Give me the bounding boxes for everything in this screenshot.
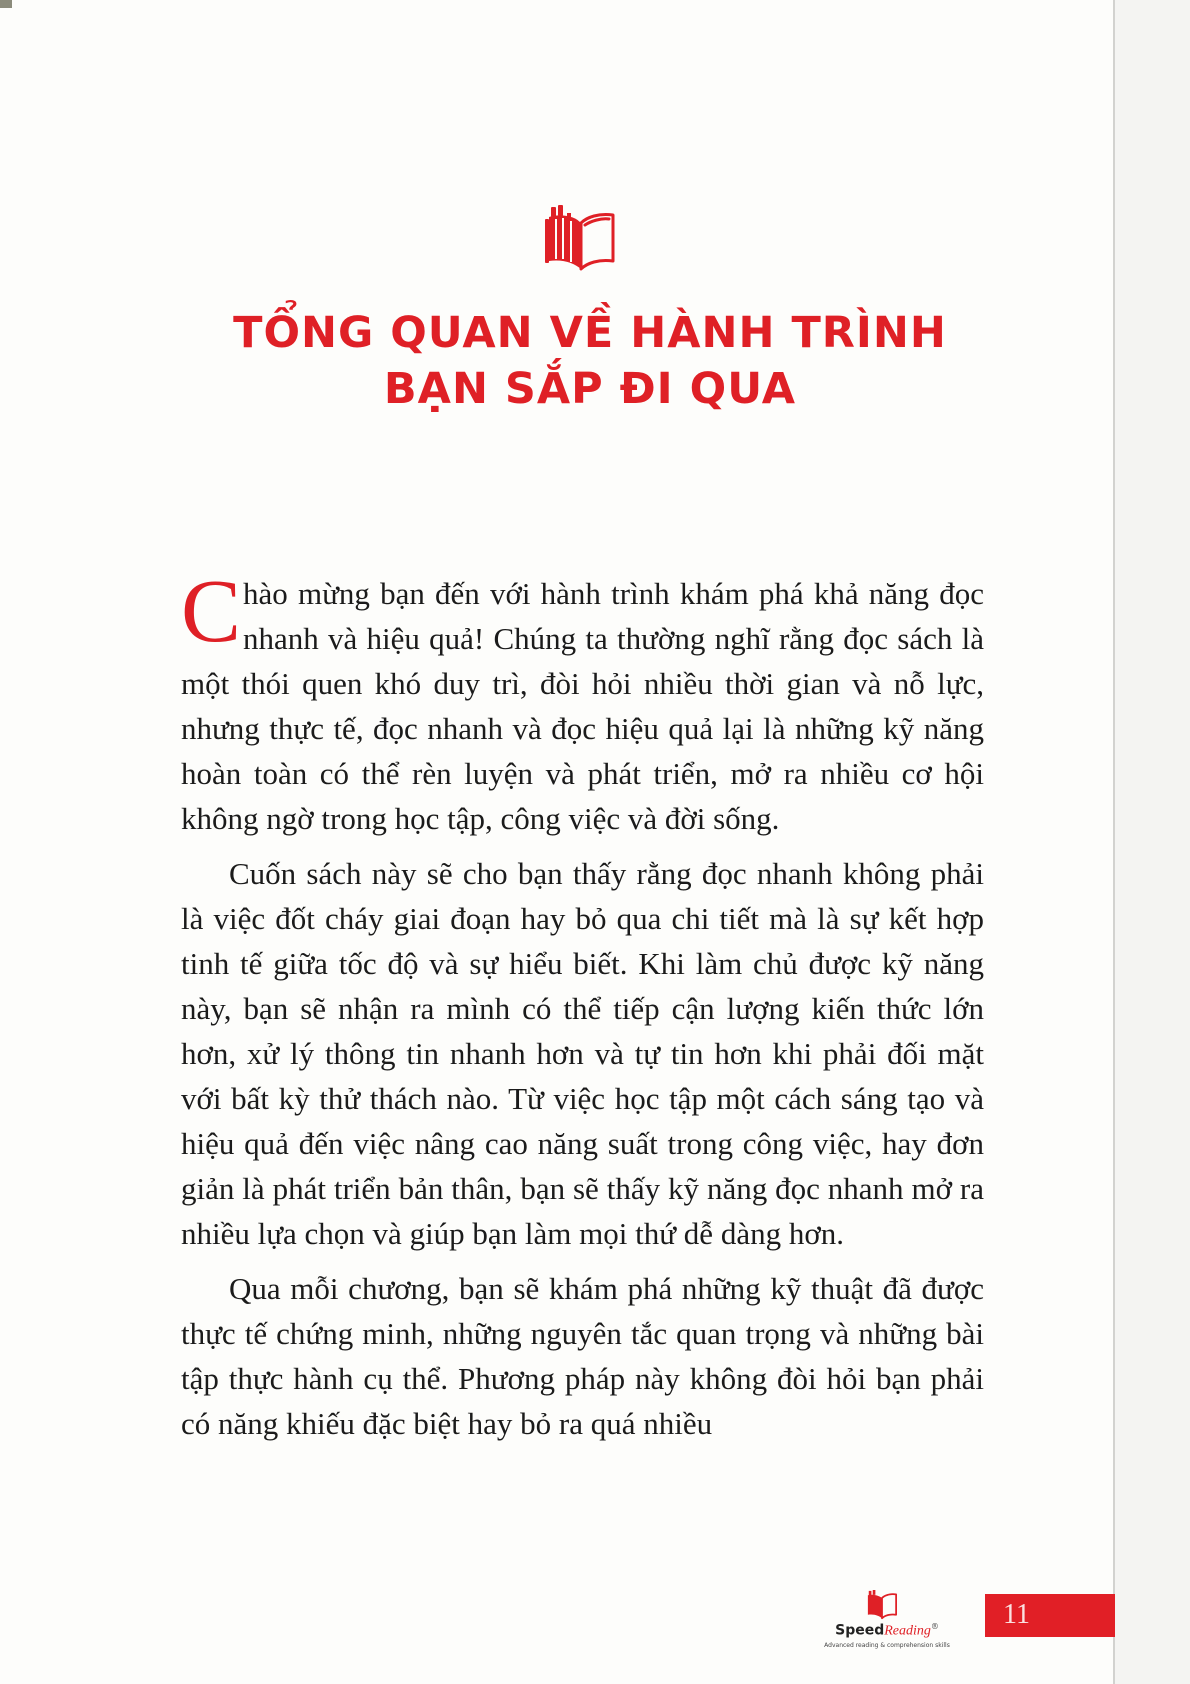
chapter-title-line-1: TỔNG QUAN VỀ HÀNH TRÌNH — [233, 308, 947, 358]
publisher-logo — [812, 1590, 962, 1654]
paragraph-1 — [181, 562, 984, 841]
chapter-title — [120, 305, 1060, 417]
open-book-icon — [862, 1590, 902, 1620]
page-number: 11 — [1003, 1599, 1030, 1630]
registered-mark: ® — [930, 1622, 939, 1631]
paragraph-2: Cuốn sách này sẽ cho bạn thấy rằng đọc nhanh không phải là việc đốt cháy giai đoạn hay bỏ qua chi tiết mà là sự kết hợp tinh tế giữa tốc độ và sự hiểu biết. Khi làm chủ được kỹ năng này, bạn sẽ nhận ra mình có thể tiếp cận lượng kiến thức lớn hơn, xử lý thông tin nhanh hơn và tự tin hơn khi phải đối mặt với bất kỳ thử thách nào. Từ việc học tập một cách sáng tạo và hiệu quả đến việc nâng cao năng suất trong công việc, hay đơn giản là phát triển bản thân, bạn sẽ thấy kỹ năng đọc nhanh mở ra nhiều lựa chọn và giúp bạn làm mọi thứ dễ dàng hơn. — [181, 856, 984, 1251]
logo-wordmark — [812, 1622, 962, 1640]
chapter-title-line-2: BẠN SẮP ĐI QUA — [383, 364, 797, 414]
paragraph-1-text: hào mừng bạn đến với hành trình khám phá khả năng đọc nhanh và hiệu quả! Chúng ta thường nghĩ rằng đọc sách là một thói quen khó duy trì, đòi hỏi nhiều thời gian và nỗ lực, nhưng thực tế, đọc nhanh và đọc hiệu quả lại là những kỹ năng hoàn toàn có thể rèn luyện và phát triển, mở ra nhiều cơ hội không ngờ trong học tập, công việc và đời sống. — [181, 576, 984, 836]
logo-reading: Reading — [884, 1623, 931, 1639]
open-book-icon — [541, 205, 621, 273]
logo-speed: Speed — [835, 1622, 885, 1639]
paragraph-3: Qua mỗi chương, bạn sẽ khám phá những kỹ thuật đã được thực tế chứng minh, những nguyên tắc quan trọng và những bài tập thực hành cụ thể. Phương pháp này không đòi hỏi bạn phải có năng khiếu đặc biệt hay bỏ ra quá nhiều — [181, 1271, 984, 1441]
logo-tagline: Advanced reading & comprehension skills — [824, 1642, 950, 1649]
page-outer-margin — [1115, 0, 1190, 1684]
chapter-body — [181, 562, 984, 1456]
page-edge-line — [1113, 0, 1115, 1684]
scan-edge-mark — [0, 0, 12, 8]
drop-cap: C — [181, 562, 242, 661]
